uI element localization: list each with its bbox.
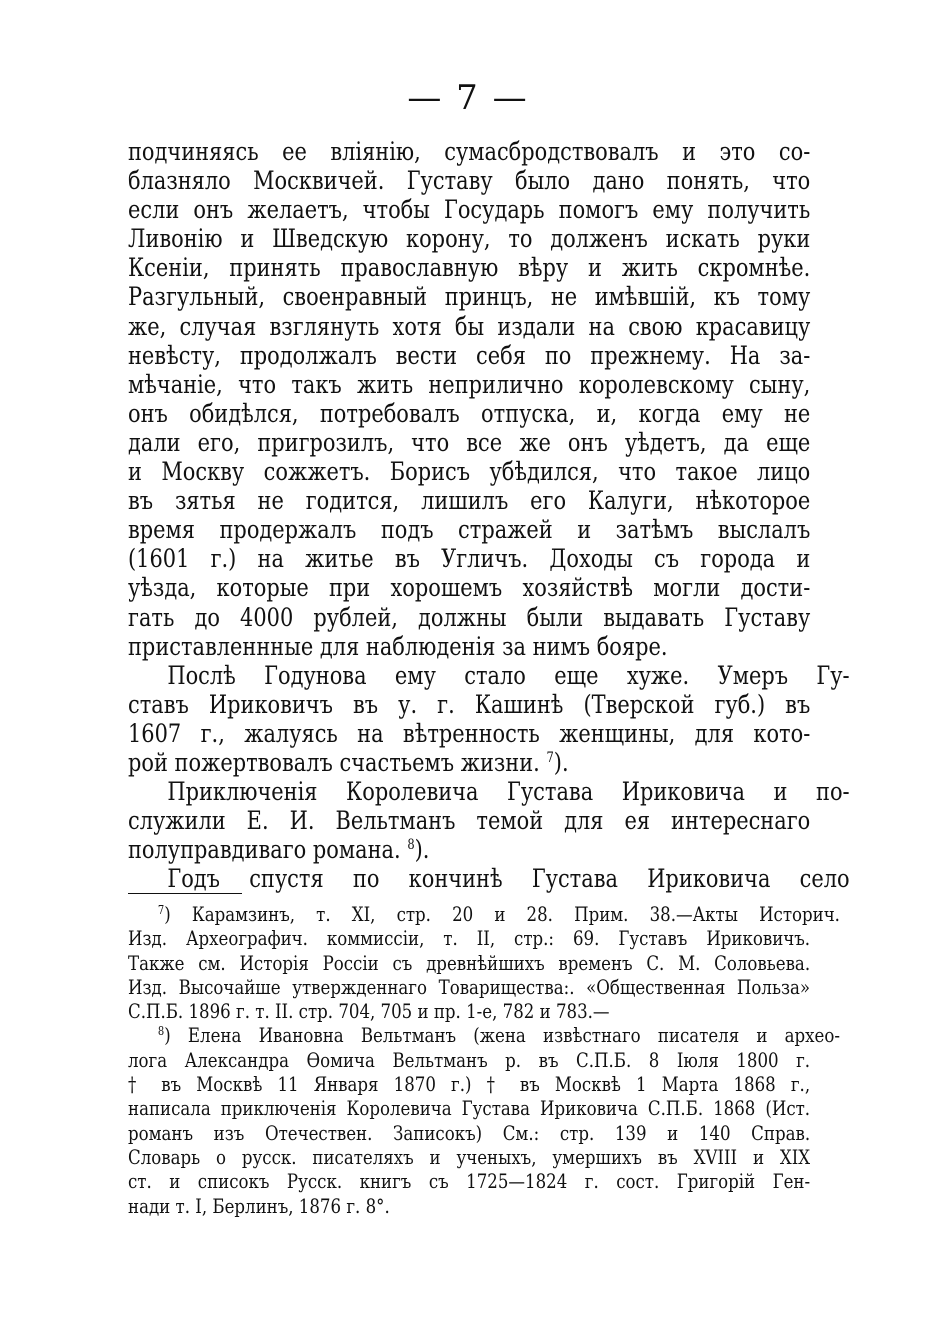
footnote-ref-suffix: ). [414,835,430,866]
footnote-line [128,1048,810,1072]
text-line-content: служили Е. И. Вельтманъ темой для ея интереснаго [128,806,811,837]
footnotes [128,902,840,1218]
footnote-line-content: Изд. Высочайше утвержденнаго Товарищества:. «Общественная Польза» [128,974,811,999]
text-line [128,691,810,720]
footnote-line-content: Словарь о русск. писателяхъ и ученыхъ, умершихъ въ XVIII и XIX [128,1144,811,1169]
text-line [128,167,810,196]
text-line-content: и Москву сожжетъ. Борисъ убѣдился, что такое лицо [128,457,811,488]
footnote-line [128,1169,810,1193]
footnote-line [128,1072,810,1096]
text-line-content: дали его, пригрозилъ, что все же онъ уѣдетъ, да еще [128,427,811,458]
footnote-line-content: С.П.Б. 1896 г. т. II. стр. 704, 705 и пр. 1-е, 782 и 783.— [128,999,610,1024]
footnote-line [128,1194,810,1218]
footnote-line-content: Елена Ивановна Вельтманъ (жена извѣстнаго писателя и археo- [187,1023,840,1048]
footnote-line [128,975,810,999]
text-line [128,749,810,778]
text-line-content: Ксеніи, принять православную вѣру и жить скромнѣе. [128,253,811,284]
footnote-marker-paren: ) [164,902,171,926]
footnote-line [128,1096,810,1120]
text-line [128,720,810,749]
text-line [128,254,810,283]
text-line [128,662,850,691]
text-line [128,604,810,633]
text-line-content: ставъ Ириковичъ въ у. г. Кашинѣ (Тверской губ.) въ [128,689,811,720]
text-line [128,342,810,371]
footnote-line-content: написала приключенія Королевича Густава Ириковича С.П.Б. 1868 (Ист. [128,1096,811,1121]
footnote-line-content: Также см. Исторія Россіи съ древнѣйшихъ временъ С. М. Соловьева. [128,950,811,975]
footnote-line [128,902,840,926]
text-line [128,807,810,836]
text-line-content: гать до 4000 рублей, должны были выдавать Густаву [128,602,811,633]
footnote-line [128,926,810,950]
footnote-separator [128,893,242,894]
text-line-content: если онъ желаетъ, чтобы Государь помогъ ему получить [128,195,811,226]
text-line-content: Разгульный, своенравный принцъ, не имѣвшій, къ тому [128,282,811,313]
footnote-line [128,1121,810,1145]
text-line [128,458,810,487]
text-line [128,865,850,894]
footnote-marker: 8 [157,1024,165,1039]
text-line-content: Послѣ Годунова ему стало еще хуже. Умеръ Гу- [167,660,850,691]
text-line-content: Приключенія Королевича Густава Ириковича и по- [167,777,850,808]
footnote-line-content: романъ изъ Отечествен. Записокъ) См.: стр. 139 и 140 Справ. [128,1120,811,1145]
text-line-content: 1607 г., жалуясь на вѣтренность женщины, для кото- [128,718,811,749]
text-line-content: мѣчаніе, что такъ жить неприлично королевскому сыну, [128,369,811,400]
text-line [128,400,810,429]
text-line [128,283,810,312]
text-line [128,429,810,458]
text-line [128,633,810,662]
footnote-ref-suffix: ). [553,747,569,778]
text-line-content: въ зятья не годится, лишилъ его Калуги, нѣкоторое [128,486,811,517]
footnote-line-content: ст. и списокъ Русск. книгъ съ 1725—1824 г. сост. Григорій Ген- [128,1169,811,1194]
footnote-line-content: нади т. I, Берлинъ, 1876 г. 8°. [128,1193,390,1218]
text-line [128,225,810,254]
text-line [128,574,810,603]
text-line [128,516,810,545]
footnote-line-content: лога Александра Ѳомича Вельтманъ р. въ С.П.Б. 8 Іюля 1800 г. [128,1047,811,1072]
text-line-content: Годъ спустя по кончинѣ Густава Ириковича село [167,864,850,895]
footnote-line [128,1145,810,1169]
text-line [128,487,810,516]
text-line-content: невѣсту, продолжалъ вести себя по прежнему. На за- [128,340,811,371]
footnote-marker: 7 [157,903,165,917]
footnote-line-content: Изд. Археографич. коммиссіи, т. II, стр.: 69. Густавъ Ириковичъ. [128,926,811,951]
main-text [128,137,850,895]
text-line [128,138,810,167]
text-line-content: приставленнные для наблюденія за нимъ бояре. [128,631,668,662]
text-line [128,371,810,400]
text-line [128,313,810,342]
text-line-content: же, случая взглянуть хотя бы издали на свою красавицу [128,311,811,342]
text-line [128,545,810,574]
text-line-content: время продержалъ подъ стражей и затѣмъ выслалъ [128,515,811,546]
text-line-content: полуправдиваго романа. [128,835,401,866]
footnote-line [128,999,810,1023]
footnote-line-content: † въ Москвѣ 11 Января 1870 г.) † въ Москвѣ 1 Марта 1868 г., [128,1072,811,1097]
page-number: — 7 — [407,78,529,118]
text-line [128,196,810,225]
text-line-content: (1601 г.) на житье въ Угличъ. Доходы съ города и [128,544,811,575]
footnote-ref: 8 [407,837,415,854]
footnote-ref: 7 [546,749,554,766]
footnote-line [128,951,810,975]
text-line-content: Ливонію и Шведскую корону, то долженъ искать руки [128,224,811,255]
text-line [128,778,850,807]
text-line-content: уѣзда, которые при хорошемъ хозяйствѣ могли дости- [128,573,811,604]
text-line-content: рой пожертвовалъ счастьемъ жизни. [128,747,540,778]
text-line [128,836,810,865]
text-line-content: подчиняясь ее вліянію, сумасбродствовалъ и это со- [128,137,811,167]
text-line-content: онъ обидѣлся, потребовалъ отпуска, и, когда ему не [128,398,811,429]
footnote-marker-paren: ) [164,1023,171,1048]
footnote-line-content: Карамзинъ, т. XI, стр. 20 и 28. Прим. 38.—Акты Историч. [191,902,840,926]
footnote-line [128,1023,840,1047]
text-line-content: блазняло Москвичей. Густаву было дано понять, что [128,166,811,197]
